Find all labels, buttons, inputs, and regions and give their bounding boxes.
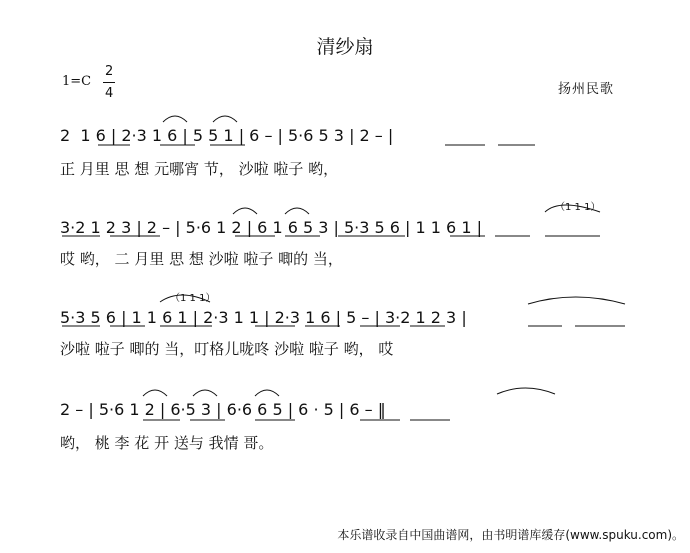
lyrics-line-2: 哎 哟， 二 月里 思 想 沙啦 啦子 唧的 当， bbox=[60, 250, 343, 268]
slur-mark bbox=[143, 390, 167, 396]
slur-mark bbox=[163, 116, 187, 122]
song-origin: 扬州民歌 bbox=[558, 82, 615, 97]
lyrics-line-4: 哟， 桃 李 花 开 送与 我情 哥。 bbox=[60, 434, 274, 452]
key-signature: 1=C bbox=[62, 74, 92, 89]
grace-notes-line-3: （1 1 1） bbox=[170, 293, 216, 304]
source-footer: 本乐谱收录自中国曲谱网，由书明谱库缓存(www.spuku.com)。 bbox=[337, 528, 684, 542]
notation-line-2: 3·2 1 2 3 | 2 – | 5·6 1 2 | 6 1 6 5 3 | 5·3 5 6 | 1 1 6 1 | bbox=[60, 218, 482, 237]
slur-mark bbox=[213, 116, 237, 122]
page-title: 清纱扇 bbox=[316, 36, 374, 58]
slur-mark bbox=[545, 205, 600, 212]
slur-mark bbox=[497, 388, 555, 394]
slur-mark bbox=[160, 295, 210, 302]
slur-mark bbox=[233, 208, 257, 214]
notation-line-1: 2 1 6 | 2·3 1 6 | 5 5 1 | 6 – | 5·6 5 3 | 2 – | bbox=[60, 126, 394, 145]
lyrics-line-3: 沙啦 啦子 唧的 当，叮格儿咙咚 沙啦 啦子 哟， 哎 bbox=[60, 340, 394, 358]
slur-mark bbox=[255, 390, 279, 396]
slur-mark bbox=[193, 390, 217, 396]
lyrics-line-1: 正 月里 思 想 元哪宵 节， 沙啦 啦子 哟， bbox=[60, 160, 339, 178]
slur-mark bbox=[528, 297, 625, 304]
meter-denominator: 4 bbox=[105, 86, 114, 101]
slur-mark bbox=[285, 208, 309, 214]
grace-notes-line-2: （1 1 1） bbox=[555, 202, 601, 213]
meter-numerator: 2 bbox=[105, 64, 114, 79]
notation-line-4: 2 – | 5·6 1 2 | 6·5 3 | 6·6 6 5 | 6 · 5 | 6 – ‖ bbox=[60, 400, 386, 419]
notation-line-3: 5·3 5 6 | 1 1 6 1 | 2·3 1 1 | 2·3 1 6 | 5 – | 3·2 1 2 3 | bbox=[60, 308, 467, 327]
